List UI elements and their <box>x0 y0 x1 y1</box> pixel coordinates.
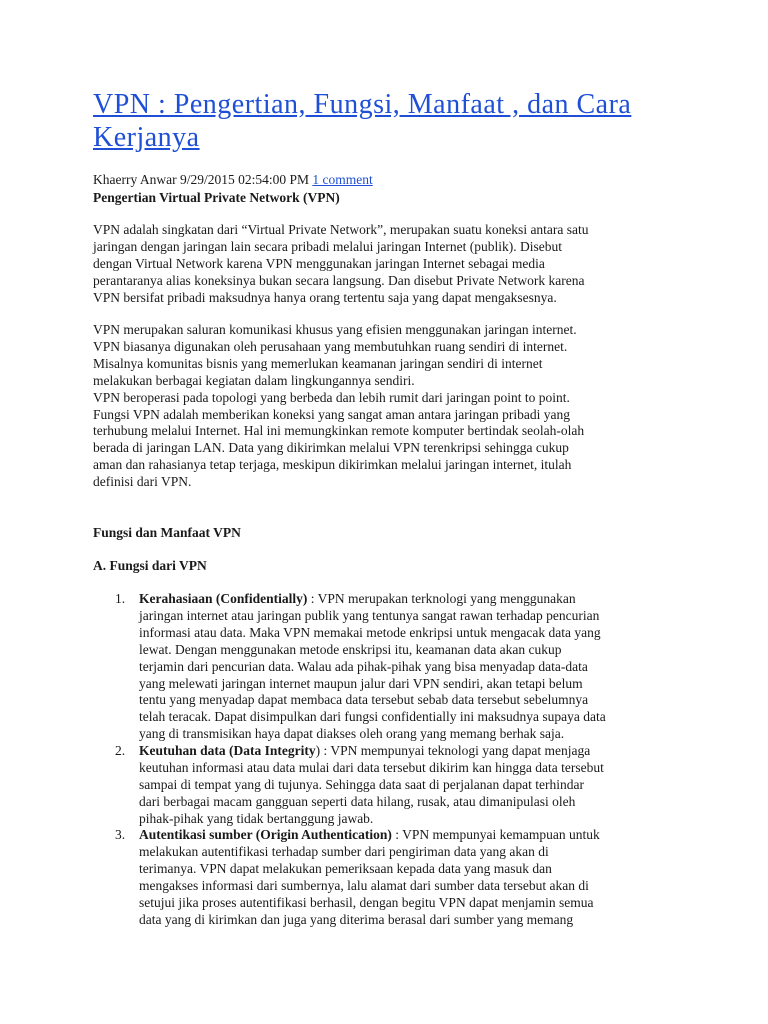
paragraph-line: jaringan dengan jaringan lain secara pribadi melalui jaringan Internet (publik). Disebut <box>93 238 562 254</box>
list-first-text: : VPN mempunyai kemampuan untuk <box>391 827 600 842</box>
list-line: lewat. Dengan menggunakan metode enskripsi itu, keamanan data akan cukup <box>139 641 562 657</box>
list-line: informasi atau data. Maka VPN memakai metode enkripsi untuk mengacak data yang <box>139 624 601 640</box>
list-first-line <box>139 827 600 844</box>
list-number: 1. <box>115 591 126 606</box>
list-body <box>139 591 606 743</box>
list-line: data yang di kirimkan dan juga yang diterima berasal dari sumber yang memang <box>139 911 574 927</box>
list-line: terimanya. VPN dapat melakukan pemeriksaan kepada data yang masuk dan <box>139 860 552 876</box>
list-line: mengakses informasi dari sumbernya, lalu alamat dari sumber data tersebut akan di <box>139 877 589 893</box>
list-first-line <box>139 743 604 760</box>
paragraph-line: VPN adalah singkatan dari “Virtual Private Network”, merupakan suatu koneksi antara satu <box>93 222 589 237</box>
list-line: keutuhan informasi atau data mulai dari data tersebut dikirim kan hingga data tersebut <box>139 759 604 775</box>
list-line: sampai di tempat yang di tujunya. Sehingga data saat di perjalanan dapat terhindar <box>139 776 584 792</box>
list-term: Keutuhan data (Data Integrity <box>139 743 316 758</box>
paragraph-line: definisi dari VPN. <box>93 474 192 490</box>
list-line: setujui jika proses autentifikasi berhasil, dengan begitu VPN dapat menjamin semua <box>139 894 594 910</box>
list-line: tentu yang menyadap dapat membaca data tersebut sebab data tersebut sebelumnya <box>139 692 589 708</box>
list-line: jaringan internet atau jaringan publik yang tentunya sangat rawan terhadap pencurian <box>139 607 600 623</box>
list-line: telah teracak. Dapat disimpulkan dari fungsi confidentially ini maksudnya supaya data <box>139 709 606 725</box>
comment-link[interactable]: 1 comment <box>312 172 373 187</box>
paragraph-line: VPN biasanya digunakan oleh perusahaan yang membutuhkan ruang sendiri di internet. <box>93 338 568 354</box>
paragraph-line: VPN beroperasi pada topologi yang berbeda dan lebih rumit dari jaringan point to point. <box>93 389 570 405</box>
list-line: yang di transmisikan haya dapat diakses oleh orang yang memang berhak saja. <box>139 726 565 742</box>
list-first-line <box>139 591 606 608</box>
list-line: dari berbagai macam gangguan seperti data hilang, rusak, atau dimanipulasi oleh <box>139 793 576 809</box>
paragraph-line: VPN merupakan saluran komunikasi khusus yang efisien menggunakan jaringan internet. <box>93 322 577 337</box>
section-heading: Fungsi dan Manfaat VPN <box>93 525 241 540</box>
list-first-text: : VPN merupakan terknologi yang menggunakan <box>307 591 576 606</box>
paragraph-line: VPN bersifat pribadi maksudnya hanya orang tertentu saja yang dapat mengaksesnya. <box>93 289 557 305</box>
subtitle: Pengertian Virtual Private Network (VPN) <box>93 190 340 205</box>
paragraph-2 <box>93 322 693 491</box>
list-line: yang melewati jaringan internet maupun jalur dari VPN sendiri, akan tetapi belum <box>139 675 583 691</box>
list-first-text: ) : VPN mempunyai teknologi yang dapat menjaga <box>315 743 591 758</box>
list-number: 3. <box>115 827 126 842</box>
list-line: melakukan autentifikasi terhadap sumber dari pengiriman data yang akan di <box>139 843 549 859</box>
paragraph-1 <box>93 222 693 307</box>
paragraph-line: melakukan berbagai kegiatan dalam lingkungannya sendiri. <box>93 372 415 388</box>
list-body <box>139 743 604 828</box>
article-title[interactable]: VPN : Pengertian, Fungsi, Manfaat , dan Cara Kerjanya <box>93 89 632 153</box>
paragraph-line: dengan Virtual Network karena VPN menggunakan jaringan Internet sebagai media <box>93 255 545 271</box>
paragraph-line: perantaranya alias koneksinya bukan secara langsung. Dan disebut Private Network karena <box>93 272 585 288</box>
list-line: pihak-pihak yang tidak bertanggung jawab. <box>139 810 374 826</box>
list-line: terjamin dari pencurian data. Walau ada pihak-pihak yang bisa menyadap data-data <box>139 658 588 674</box>
list-number: 2. <box>115 743 126 758</box>
list-body <box>139 827 600 928</box>
list-term: Kerahasiaan (Confidentially) <box>139 591 308 606</box>
list-term: Autentikasi sumber (Origin Authentication) <box>139 827 392 842</box>
subsection-heading: A. Fungsi dari VPN <box>93 558 207 573</box>
article-meta <box>93 171 373 189</box>
paragraph-line: berada di jaringan LAN. Data yang dikirimkan melalui VPN terenkripsi sehingga cukup <box>93 440 569 456</box>
author-date: Khaerry Anwar 9/29/2015 02:54:00 PM <box>93 172 309 187</box>
paragraph-line: aman dan rahasianya tetap terjaga, meskipun dikirimkan melalui jaringan internet, itulah <box>93 457 572 473</box>
paragraph-line: Misalnya komunitas bisnis yang memerlukan keamanan jaringan sendiri di internet <box>93 355 543 371</box>
paragraph-line: terhubung melalui Internet. Hal ini memungkinkan remote komputer bertindak seolah-olah <box>93 423 585 439</box>
paragraph-line: Fungsi VPN adalah memberikan koneksi yang sangat aman antara jaringan pribadi yang <box>93 406 570 422</box>
